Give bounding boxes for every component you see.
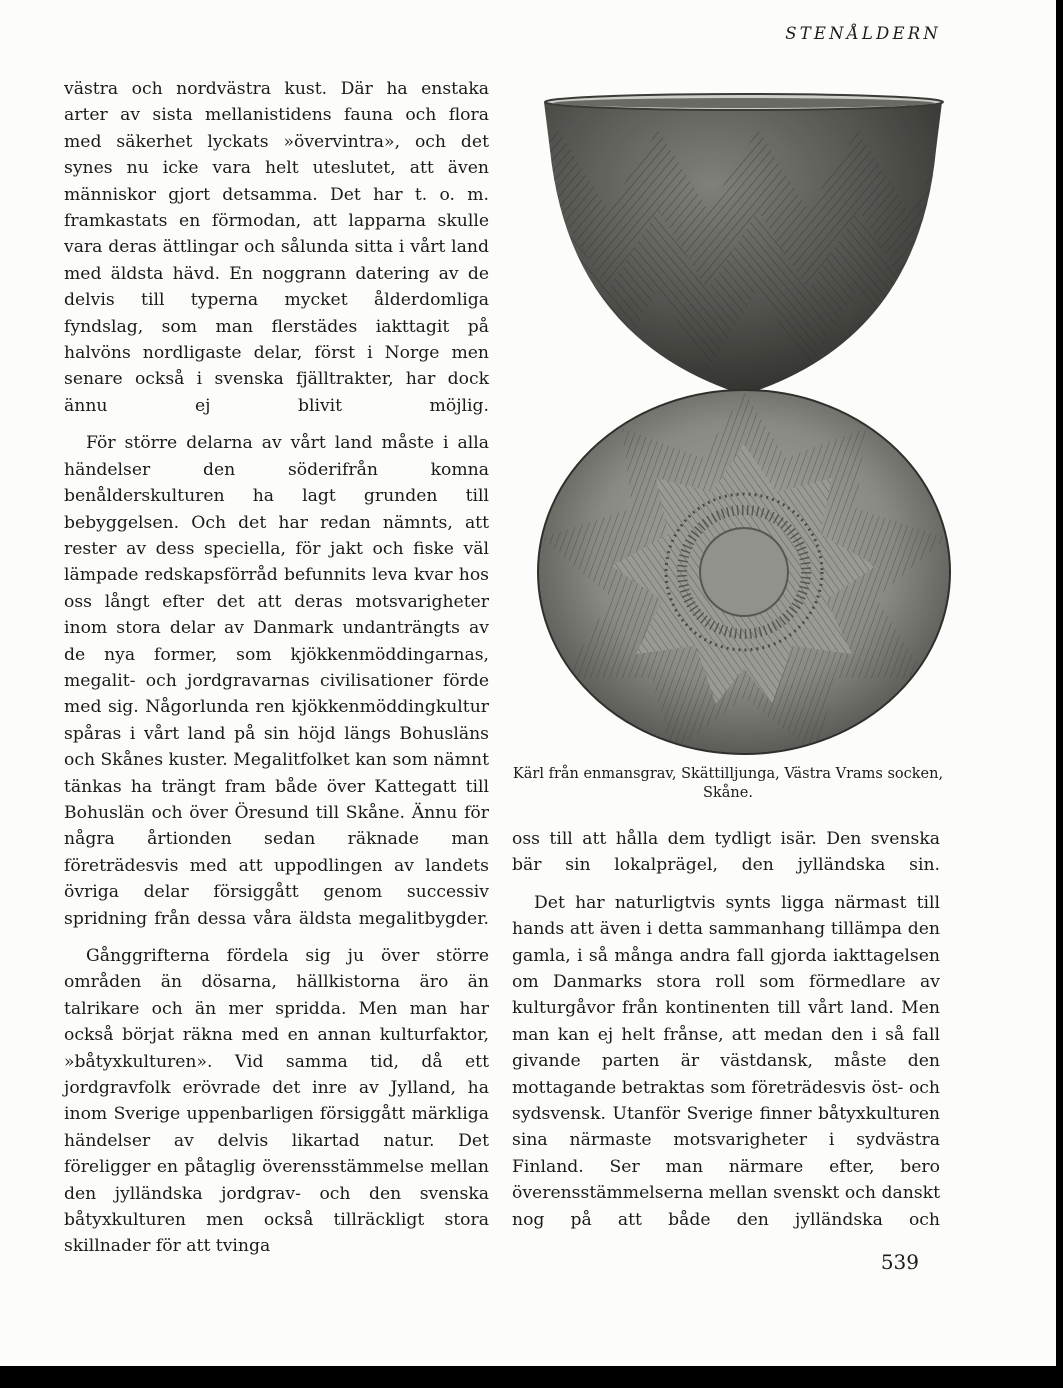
right-text-column xyxy=(512,826,940,1233)
paragraph: Gånggrifterna fördela sig ju över större områden än dösarna, hällkistorna äro än talrikare och än mer spridda. Men man har också börjat räkna med en annan kulturfaktor, »båtyxkulturen». Vid samma tid, då ett jordgravfolk erövrade det inre av Jylland, ha inom Sverige uppenbarligen försiggått märkliga händelser av delvis likartad natur. Det föreligger en påtaglig överensstämmelse mellan den jylländska jordgrav- och den svenska båtyxkulturen men också tillräckligt stora skillnader för att tvinga xyxy=(64,946,489,1257)
figure-caption: Kärl från enmansgrav, Skättilljunga, Västra Vrams socken, Skåne. xyxy=(512,766,944,801)
running-head: STENÅLDERN xyxy=(785,24,941,43)
bowl-base-photo xyxy=(536,388,952,756)
paragraph: För större delarna av vårt land måste i alla händelser den söderifrån komna benålderskulturen ha lagt grunden till bebyggelsen. Och det har redan nämnts, att rester av dess speciella, för jakt och fiske väl lämpade redskapsförråd befunnits leva kvar hos oss långt efter det att deras motsvarigheter inom stora delar av Danmark undanträngts av de nya former, som kjökkenmöddingarnas, megalit- och jordgravarnas civilisationer förde med sig. Någorlunda ren kjökkenmöddingkultur spåras i vårt land på sin höjd längs Bohusläns och Skånes kuster. Megalitfolket kan som nämnt tänkas ha trängt fram både över Kattegatt till Bohuslän och över Öresund till Skåne. Ännu för några årtionden sedan räknade man företrädesvis med att uppodlingen av landets övriga delar försiggått genom successiv spridning från dessa våra äldsta megalitbygder. xyxy=(64,433,489,929)
paragraph: oss till att hålla dem tydligt isär. Den svenska bär sin lokalprägel, den jylländska sin. xyxy=(512,829,940,876)
left-text-column xyxy=(64,76,489,1260)
bowl-side-photo xyxy=(538,90,950,400)
page-number: 539 xyxy=(880,1250,919,1274)
paragraph: västra och nordvästra kust. Där ha enstaka arter av sista mellanistidens fauna och flora med säkerhet lyckats »övervintra», och det synes nu icke vara helt uteslutet, att även människor gjort detsamma. Det har t. o. m. framkastats en förmodan, att lapparna skulle vara deras ättlingar och sålunda sitta i vårt land med äldsta hävd. En noggrann datering av de delvis till typerna mycket ålderdomliga fyndslag, som man flerstädes iakttagit på halvöns nordligaste delar, först i Norge men senare också i svenska fjälltrakter, har dock ännu ej blivit möjlig. xyxy=(64,79,489,416)
paragraph: Det har naturligtvis synts ligga närmast till hands att även i detta sammanhang tillämpa den gamla, i så många andra fall gjorda iakttagelsen om Danmarks stora roll som förmedlare av kulturgåvor från kontinenten till vårt land. Men man kan ej helt frånse, att medan den i så fall givande parten är västdansk, måste den mottagande betraktas som företrädesvis öst- och sydsvensk. Utanför Sverige finner båtyxkulturen sina närmaste motsvarigheter i sydvästra Finland. Ser man närmare efter, bero överensstämmelserna mellan svenskt och danskt nog på att både den jylländska och xyxy=(512,892,940,1230)
